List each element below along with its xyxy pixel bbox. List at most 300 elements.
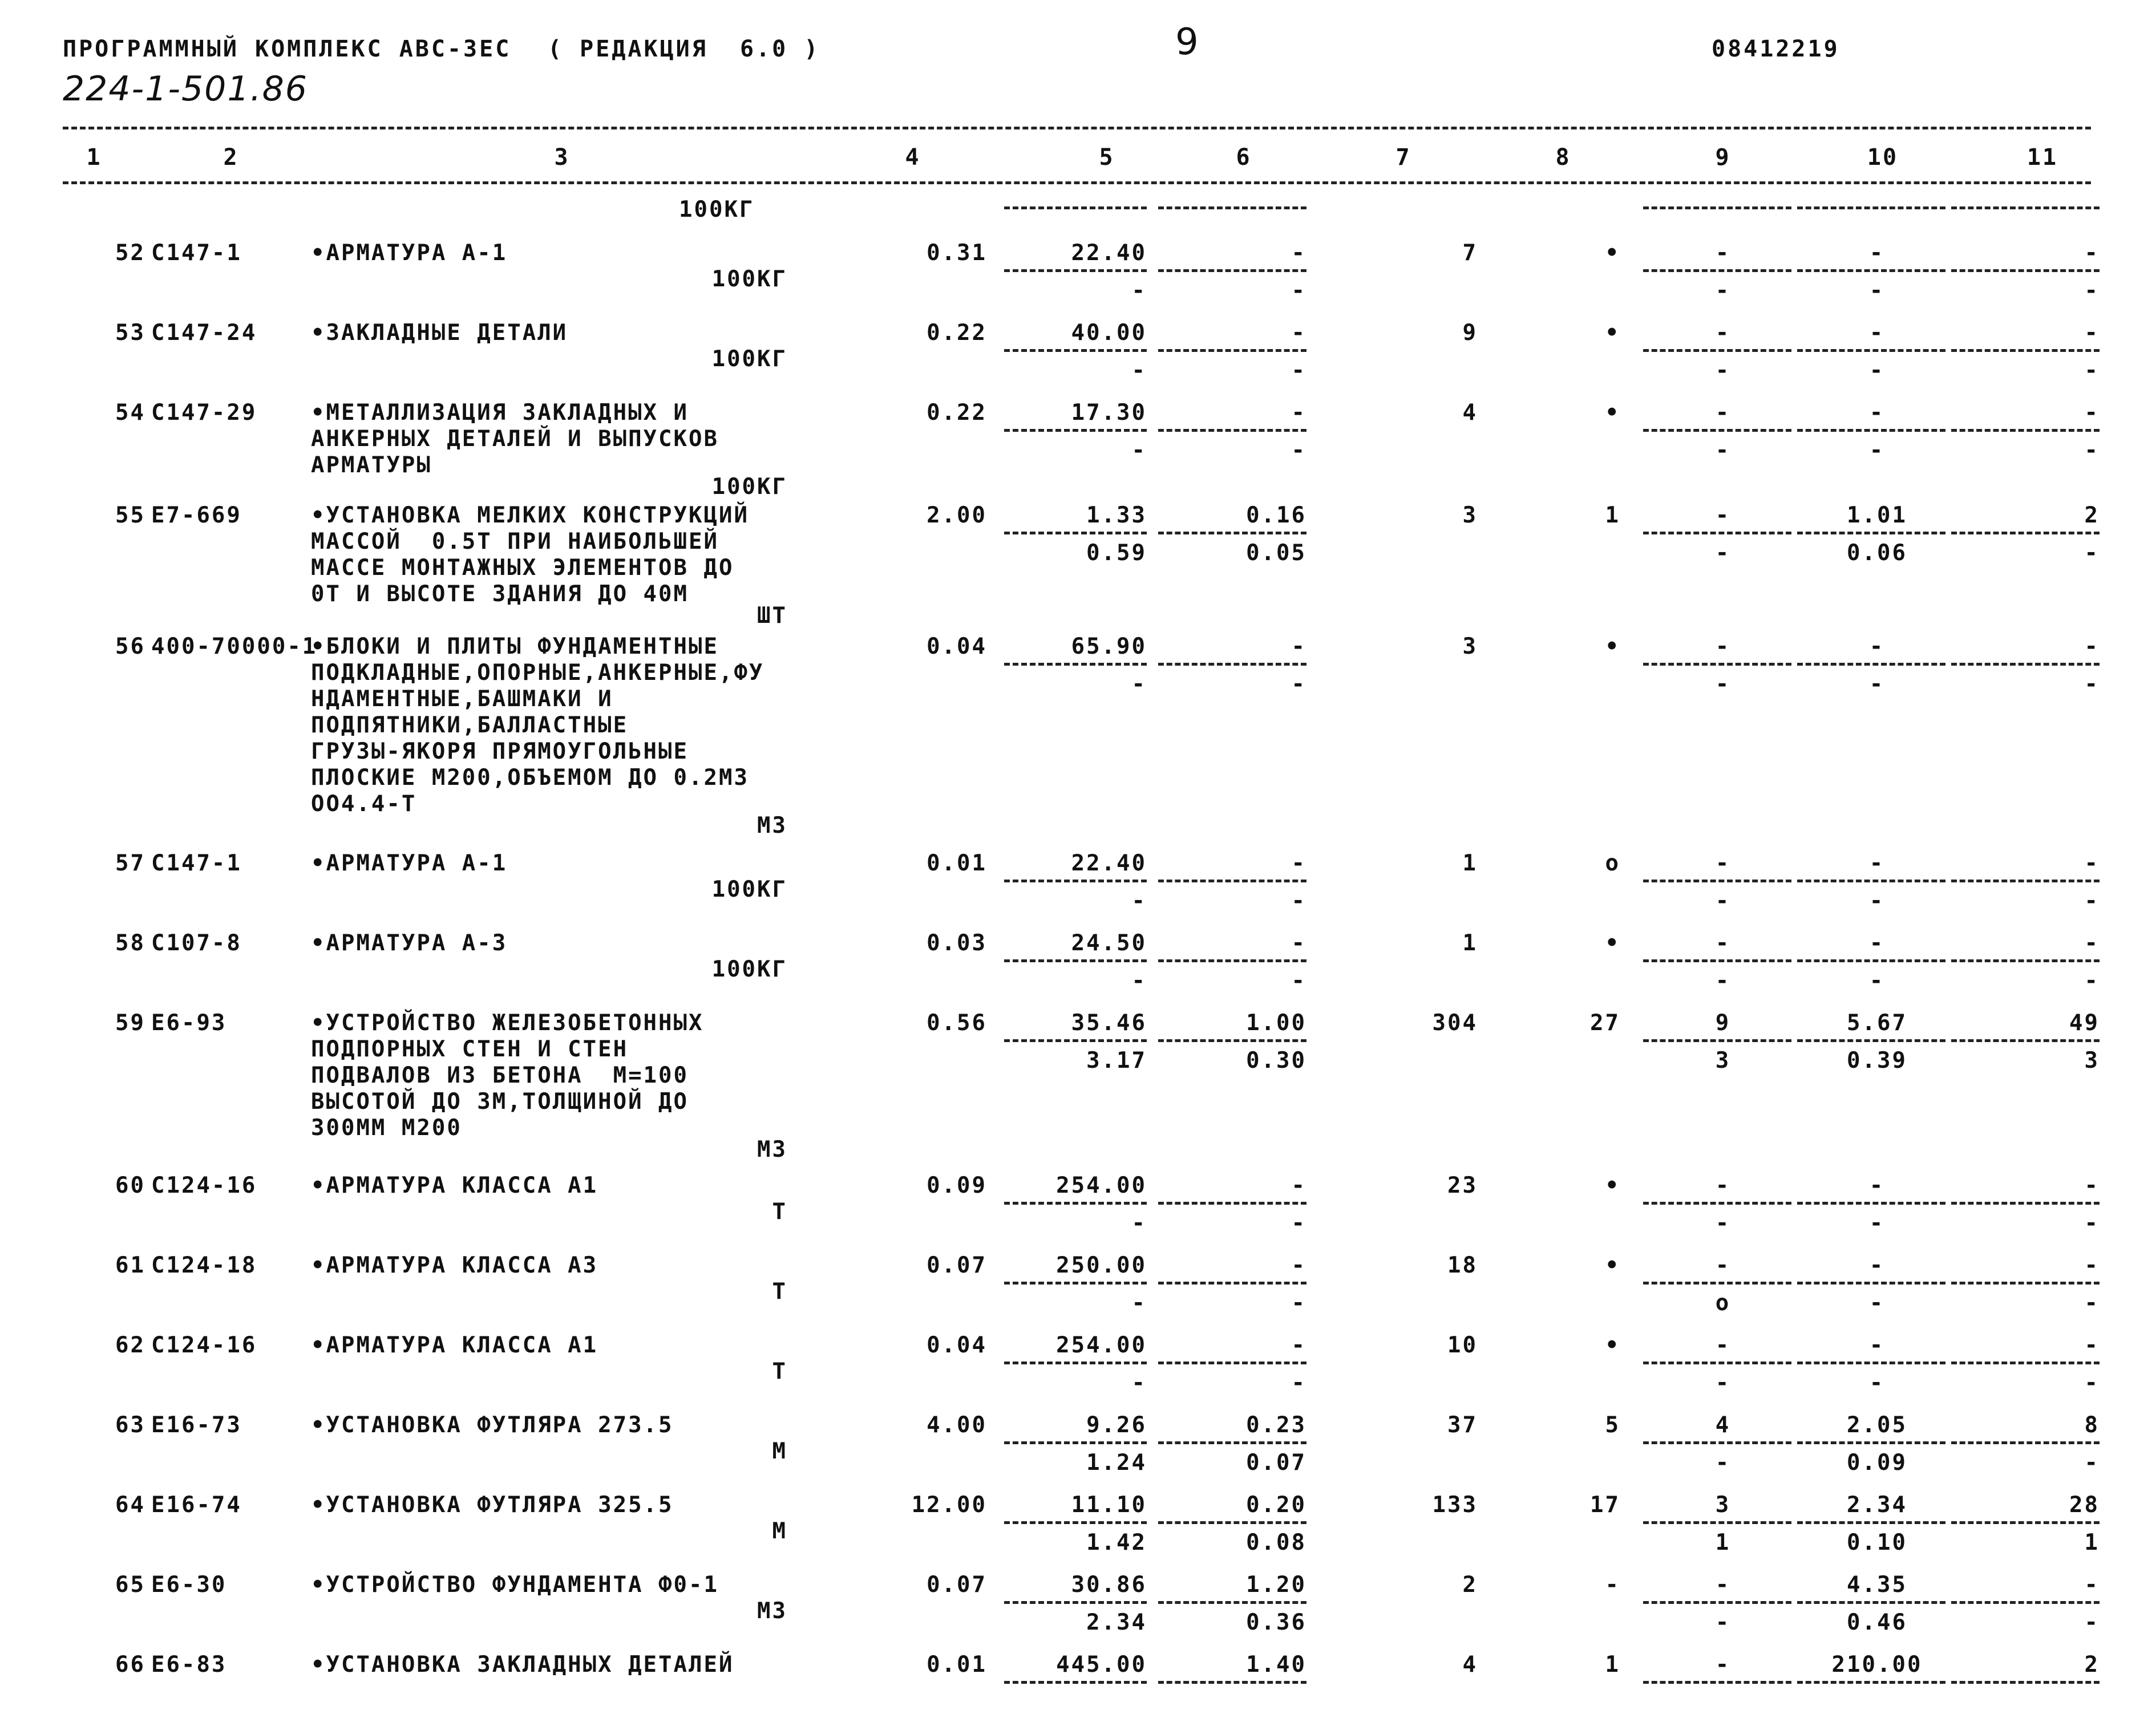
sub-value-b10: 0.46 [1847, 1610, 1907, 1635]
value-c10: - [1869, 1332, 1885, 1358]
value-c9: - [1715, 1572, 1731, 1598]
row-dash-c10 [1797, 1362, 1945, 1364]
row-dash-c6 [1158, 1441, 1306, 1444]
sub-value-b11: - [2084, 968, 2100, 994]
work-description-line: •АРМАТУРА КЛАССА А3 [311, 1253, 598, 1278]
row-dash-c9 [1643, 1521, 1791, 1524]
value-c11: - [2084, 1173, 2100, 1198]
unit-of-measure: Т [772, 1199, 787, 1225]
sub-value-b11: 3 [2084, 1048, 2100, 1073]
quantity: 0.31 [927, 240, 987, 266]
rate-code: Е16-74 [151, 1492, 242, 1518]
value-c10: - [1869, 1173, 1885, 1198]
work-description-line: •ЗАКЛАДНЫЕ ДЕТАЛИ [311, 320, 568, 346]
sub-value-b6: - [1291, 968, 1306, 994]
row-dash-c11 [1951, 1202, 2100, 1205]
row-dash-c6 [1158, 1282, 1306, 1285]
value-c11: - [2084, 240, 2100, 266]
edition-label: ( РЕДАКЦИЯ 6.0 ) [548, 36, 820, 62]
row-dash-c9 [1643, 1282, 1791, 1285]
quantity: 0.01 [927, 850, 987, 876]
sub-value-b5: 2.34 [1086, 1610, 1147, 1635]
value-c9: - [1715, 400, 1731, 426]
value-c6: 0.20 [1246, 1492, 1306, 1518]
sub-value-b10: 0.06 [1847, 540, 1907, 566]
unit-of-measure: М3 [757, 1137, 787, 1162]
value-c6: 1.00 [1246, 1010, 1306, 1036]
value-c10: 4.35 [1847, 1572, 1907, 1598]
value-c5: 65.90 [1071, 634, 1147, 659]
row-dash-c9 [1643, 1601, 1791, 1604]
sub-value-b10: - [1869, 437, 1885, 463]
value-c6: 0.23 [1246, 1412, 1306, 1438]
value-c10: 210.00 [1831, 1652, 1923, 1678]
rate-code: Е7-669 [151, 503, 242, 528]
value-c7: 37 [1447, 1412, 1478, 1438]
value-c8: 27 [1590, 1010, 1620, 1036]
row-number: 56 [115, 634, 145, 659]
value-c9: - [1715, 320, 1731, 346]
sub-value-b9: - [1715, 278, 1731, 303]
row-dash-c11 [1951, 1282, 2100, 1285]
value-c5: 9.26 [1086, 1412, 1147, 1438]
value-c6: - [1291, 1173, 1306, 1198]
quantity: 4.00 [927, 1412, 987, 1438]
row-number: 63 [115, 1412, 145, 1438]
value-c8: • [1605, 320, 1620, 346]
sub-value-b11: 1 [2084, 1530, 2100, 1555]
sub-value-b6: - [1291, 888, 1306, 914]
work-description-line: АНКЕРНЫХ ДЕТАЛЕЙ И ВЫПУСКОВ [311, 426, 719, 452]
work-description-line: ПОДПОРНЫХ СТЕН И СТЕН [311, 1036, 629, 1062]
value-c8: • [1605, 240, 1620, 266]
value-c8: о [1605, 850, 1620, 876]
rate-code: С147-29 [151, 400, 257, 426]
sub-value-b11: - [2084, 888, 2100, 914]
header-bottom-rule [63, 181, 2091, 184]
row-dash-c10 [1797, 1441, 1945, 1444]
sub-value-b6: 0.36 [1246, 1610, 1306, 1635]
unit-of-measure: 100КГ [711, 957, 787, 982]
column-number-3: 3 [554, 144, 570, 171]
row-dash-c6 [1158, 1202, 1306, 1205]
carry-dash-c9 [1643, 206, 1791, 209]
sub-value-b6: - [1291, 1290, 1306, 1316]
sub-value-b11: - [2084, 671, 2100, 697]
value-c6: - [1291, 240, 1306, 266]
work-description-line: •АРМАТУРА КЛАССА А1 [311, 1332, 598, 1358]
work-description-line: НДАМЕНТНЫЕ,БАШМАКИ И [311, 686, 613, 712]
value-c11: 2 [2084, 503, 2100, 528]
row-number: 60 [115, 1173, 145, 1198]
sub-value-b9: - [1715, 1610, 1731, 1635]
value-c5: 22.40 [1071, 850, 1147, 876]
row-dash-c5 [1004, 1039, 1147, 1042]
value-c5: 445.00 [1056, 1652, 1147, 1678]
column-number-7: 7 [1395, 144, 1411, 171]
row-dash-c11 [1951, 349, 2100, 352]
value-c5: 40.00 [1071, 320, 1147, 346]
value-c5: 17.30 [1071, 400, 1147, 426]
row-dash-c6 [1158, 349, 1306, 352]
sub-value-b6: - [1291, 437, 1306, 463]
value-c9: - [1715, 1173, 1731, 1198]
rate-code: Е6-83 [151, 1652, 227, 1678]
row-dash-c9 [1643, 429, 1791, 432]
row-dash-c5 [1004, 1681, 1147, 1684]
work-description-line: ГРУЗЫ-ЯКОРЯ ПРЯМОУГОЛЬНЫЕ [311, 739, 689, 764]
value-c6: - [1291, 930, 1306, 956]
row-number: 64 [115, 1492, 145, 1518]
rate-code: Е16-73 [151, 1412, 242, 1438]
column-number-5: 5 [1099, 144, 1115, 171]
value-c9: - [1715, 1332, 1731, 1358]
row-dash-c6 [1158, 1362, 1306, 1364]
unit-of-measure: 100КГ [711, 474, 787, 500]
unit-of-measure: М [772, 1439, 787, 1464]
value-c9: - [1715, 850, 1731, 876]
row-number: 52 [115, 240, 145, 266]
column-number-9: 9 [1715, 144, 1731, 171]
sub-value-b9: - [1715, 671, 1731, 697]
quantity: 0.07 [927, 1253, 987, 1278]
value-c10: - [1869, 930, 1885, 956]
value-c6: - [1291, 634, 1306, 659]
row-dash-c9 [1643, 1039, 1791, 1042]
sub-value-b5: - [1131, 1370, 1147, 1396]
value-c10: - [1869, 240, 1885, 266]
work-description-line: ПОДПЯТНИКИ,БАЛЛАСТНЫЕ [311, 712, 629, 738]
value-c6: - [1291, 320, 1306, 346]
sub-value-b9: о [1715, 1290, 1731, 1316]
row-number: 62 [115, 1332, 145, 1358]
column-number-8: 8 [1555, 144, 1571, 171]
value-c6: - [1291, 1253, 1306, 1278]
work-description-line: ВЫСОТОЙ ДО 3М,ТОЛЩИНОЙ ДО [311, 1089, 689, 1115]
work-description-line: •УСТРОЙСТВО ЖЕЛЕЗОБЕТОННЫХ [311, 1010, 704, 1036]
row-dash-c10 [1797, 1282, 1945, 1285]
unit-of-measure: 100КГ [711, 877, 787, 902]
rate-code: С107-8 [151, 930, 242, 956]
value-c9: - [1715, 930, 1731, 956]
row-dash-c10 [1797, 959, 1945, 962]
sub-value-b5: 3.17 [1086, 1048, 1147, 1073]
sub-value-b10: - [1869, 671, 1885, 697]
row-dash-c6 [1158, 880, 1306, 882]
work-description-line: •БЛОКИ И ПЛИТЫ ФУНДАМЕНТНЫЕ [311, 634, 719, 659]
value-c5: 35.46 [1071, 1010, 1147, 1036]
unit-of-measure: М3 [757, 1598, 787, 1624]
sub-value-b10: - [1869, 968, 1885, 994]
column-number-1: 1 [86, 144, 102, 171]
row-dash-c11 [1951, 1441, 2100, 1444]
sub-value-b6: - [1291, 671, 1306, 697]
rate-code: С147-24 [151, 320, 257, 346]
row-dash-c5 [1004, 1601, 1147, 1604]
unit-of-measure: Т [772, 1279, 787, 1304]
value-c9: 4 [1715, 1412, 1731, 1438]
value-c10: - [1869, 850, 1885, 876]
row-dash-c5 [1004, 349, 1147, 352]
value-c9: 3 [1715, 1492, 1731, 1518]
work-description-line: •УСТРОЙСТВО ФУНДАМЕНТА Ф0-1 [311, 1572, 719, 1598]
sub-value-b11: - [2084, 1290, 2100, 1316]
sub-value-b9: 1 [1715, 1530, 1731, 1555]
row-number: 58 [115, 930, 145, 956]
value-c7: 18 [1447, 1253, 1478, 1278]
row-dash-c9 [1643, 880, 1791, 882]
row-dash-c11 [1951, 1601, 2100, 1604]
row-dash-c9 [1643, 1681, 1791, 1684]
quantity: 0.22 [927, 320, 987, 346]
sub-value-b9: - [1715, 437, 1731, 463]
value-c7: 9 [1462, 320, 1478, 346]
value-c7: 2 [1462, 1572, 1478, 1598]
value-c11: - [2084, 930, 2100, 956]
rate-code: С147-1 [151, 850, 242, 876]
column-number-11: 11 [2026, 144, 2058, 171]
sub-value-b5: 1.24 [1086, 1450, 1147, 1476]
sub-value-b9: - [1715, 1450, 1731, 1476]
unit-of-measure: М [772, 1518, 787, 1544]
value-c7: 1 [1462, 930, 1478, 956]
unit-of-measure: ШТ [757, 603, 787, 629]
row-dash-c5 [1004, 429, 1147, 432]
row-dash-c11 [1951, 959, 2100, 962]
row-dash-c10 [1797, 269, 1945, 272]
sub-value-b6: 0.08 [1246, 1530, 1306, 1555]
work-description-line: МАССЕ МОНТАЖНЫХ ЭЛЕМЕНТОВ ДО [311, 555, 734, 581]
value-c7: 3 [1462, 503, 1478, 528]
row-dash-c11 [1951, 1681, 2100, 1684]
sub-value-b5: - [1131, 968, 1147, 994]
row-dash-c5 [1004, 1441, 1147, 1444]
value-c11: - [2084, 634, 2100, 659]
sub-value-b5: 0.59 [1086, 540, 1147, 566]
value-c11: - [2084, 1253, 2100, 1278]
value-c7: 1 [1462, 850, 1478, 876]
value-c11: - [2084, 400, 2100, 426]
quantity: 0.03 [927, 930, 987, 956]
row-dash-c6 [1158, 1521, 1306, 1524]
sub-value-b10: - [1869, 358, 1885, 383]
row-dash-c11 [1951, 532, 2100, 534]
value-c11: 49 [2069, 1010, 2100, 1036]
sub-value-b11: - [2084, 1210, 2100, 1236]
value-c7: 4 [1462, 400, 1478, 426]
sub-value-b10: - [1869, 278, 1885, 303]
value-c9: - [1715, 634, 1731, 659]
value-c8: 1 [1605, 1652, 1620, 1678]
sub-value-b6: 0.07 [1246, 1450, 1306, 1476]
value-c11: 8 [2084, 1412, 2100, 1438]
sub-value-b10: - [1869, 888, 1885, 914]
row-dash-c5 [1004, 269, 1147, 272]
sub-value-b11: - [2084, 1450, 2100, 1476]
row-dash-c11 [1951, 880, 2100, 882]
value-c7: 23 [1447, 1173, 1478, 1198]
value-c7: 3 [1462, 634, 1478, 659]
page-number: 9 [1175, 21, 1200, 63]
row-dash-c5 [1004, 532, 1147, 534]
unit-of-measure: М3 [757, 813, 787, 838]
work-description-line: •АРМАТУРА А-1 [311, 850, 508, 876]
sub-value-b9: - [1715, 1210, 1731, 1236]
sub-value-b10: - [1869, 1210, 1885, 1236]
carry-dash-c6 [1158, 206, 1306, 209]
row-dash-c10 [1797, 1202, 1945, 1205]
carry-dash-c11 [1951, 206, 2100, 209]
value-c10: - [1869, 320, 1885, 346]
unit-of-measure: Т [772, 1359, 787, 1384]
row-number: 55 [115, 503, 145, 528]
work-description-line: 300ММ М200 [311, 1115, 462, 1141]
value-c10: - [1869, 1253, 1885, 1278]
value-c11: - [2084, 1572, 2100, 1598]
sub-value-b10: - [1869, 1290, 1885, 1316]
sub-value-b9: - [1715, 1370, 1731, 1396]
value-c8: • [1605, 400, 1620, 426]
sub-value-b5: - [1131, 888, 1147, 914]
value-c7: 7 [1462, 240, 1478, 266]
value-c10: - [1869, 634, 1885, 659]
sub-value-b6: - [1291, 1210, 1306, 1236]
row-dash-c9 [1643, 532, 1791, 534]
sub-value-b5: 1.42 [1086, 1530, 1147, 1555]
work-description-line: •УСТАНОВКА ЗАКЛАДНЫХ ДЕТАЛЕЙ [311, 1652, 734, 1678]
rate-code: Е6-93 [151, 1010, 227, 1036]
sub-value-b11: - [2084, 1610, 2100, 1635]
column-number-6: 6 [1236, 144, 1252, 171]
value-c8: 1 [1605, 503, 1620, 528]
row-dash-c6 [1158, 1681, 1306, 1684]
value-c7: 4 [1462, 1652, 1478, 1678]
quantity: 0.22 [927, 400, 987, 426]
work-description-line: ПОДВАЛОВ ИЗ БЕТОНА М=100 [311, 1063, 689, 1088]
row-dash-c9 [1643, 663, 1791, 666]
value-c9: - [1715, 503, 1731, 528]
row-dash-c5 [1004, 1282, 1147, 1285]
quantity: 0.09 [927, 1173, 987, 1198]
value-c5: 250.00 [1056, 1253, 1147, 1278]
row-number: 59 [115, 1010, 145, 1036]
row-dash-c11 [1951, 1521, 2100, 1524]
value-c9: - [1715, 1253, 1731, 1278]
work-description-line: ПЛОСКИЕ М200,ОБЪЕМОМ ДО 0.2М3 [311, 765, 749, 791]
row-dash-c9 [1643, 1202, 1791, 1205]
value-c8: • [1605, 1332, 1620, 1358]
column-number-10: 10 [1867, 144, 1899, 171]
value-c5: 22.40 [1071, 240, 1147, 266]
value-c11: - [2084, 1332, 2100, 1358]
row-number: 53 [115, 320, 145, 346]
row-dash-c6 [1158, 429, 1306, 432]
sub-value-b5: - [1131, 1210, 1147, 1236]
value-c10: - [1869, 400, 1885, 426]
value-c8: • [1605, 1173, 1620, 1198]
value-c7: 133 [1432, 1492, 1478, 1518]
value-c5: 11.10 [1071, 1492, 1147, 1518]
value-c6: - [1291, 400, 1306, 426]
sub-value-b10: 0.09 [1847, 1450, 1907, 1476]
program-title: ПРОГРАММНЫЙ КОМПЛЕКС АВС-ЗЕС [63, 36, 512, 62]
row-dash-c10 [1797, 429, 1945, 432]
value-c5: 1.33 [1086, 503, 1147, 528]
value-c9: - [1715, 240, 1731, 266]
column-number-2: 2 [223, 144, 239, 171]
value-c6: 0.16 [1246, 503, 1306, 528]
row-dash-c10 [1797, 349, 1945, 352]
row-dash-c11 [1951, 1362, 2100, 1364]
row-dash-c5 [1004, 1202, 1147, 1205]
unit-of-measure: 100КГ [711, 266, 787, 292]
work-description-line: •УСТАНОВКА ФУТЛЯРА 325.5 [311, 1492, 674, 1518]
row-dash-c10 [1797, 663, 1945, 666]
row-dash-c9 [1643, 959, 1791, 962]
sub-value-b9: - [1715, 968, 1731, 994]
sub-value-b10: 0.39 [1847, 1048, 1907, 1073]
rate-code: С124-18 [151, 1253, 257, 1278]
quantity: 0.04 [927, 634, 987, 659]
sub-value-b6: 0.05 [1246, 540, 1306, 566]
value-c6: - [1291, 850, 1306, 876]
drawing-code: 224-1-501.86 [63, 69, 308, 109]
row-dash-c11 [1951, 663, 2100, 666]
sub-value-b9: 3 [1715, 1048, 1731, 1073]
value-c8: - [1605, 1572, 1620, 1598]
carry-over-unit: 100КГ [679, 197, 755, 222]
work-description-line: •АРМАТУРА А-3 [311, 930, 508, 956]
row-dash-c11 [1951, 429, 2100, 432]
value-c8: • [1605, 930, 1620, 956]
row-number: 61 [115, 1253, 145, 1278]
sub-value-b5: - [1131, 1290, 1147, 1316]
value-c9: 9 [1715, 1010, 1731, 1036]
quantity: 0.04 [927, 1332, 987, 1358]
sub-value-b11: - [2084, 1370, 2100, 1396]
quantity: 2.00 [927, 503, 987, 528]
sub-value-b5: - [1131, 671, 1147, 697]
row-dash-c5 [1004, 1362, 1147, 1364]
sub-value-b6: 0.30 [1246, 1048, 1306, 1073]
sub-value-b10: - [1869, 1370, 1885, 1396]
row-dash-c6 [1158, 1039, 1306, 1042]
value-c6: 1.20 [1246, 1572, 1306, 1598]
row-dash-c11 [1951, 1039, 2100, 1042]
value-c6: 1.40 [1246, 1652, 1306, 1678]
row-dash-c5 [1004, 880, 1147, 882]
row-dash-c6 [1158, 269, 1306, 272]
sub-value-b9: - [1715, 888, 1731, 914]
rate-code: С124-16 [151, 1173, 257, 1198]
quantity: 0.56 [927, 1010, 987, 1036]
value-c7: 304 [1432, 1010, 1478, 1036]
sub-value-b9: - [1715, 540, 1731, 566]
work-description-line: АРМАТУРЫ [311, 452, 432, 478]
value-c10: 5.67 [1847, 1010, 1907, 1036]
document-code: 08412219 [1712, 36, 1840, 62]
value-c5: 254.00 [1056, 1332, 1147, 1358]
quantity: 0.07 [927, 1572, 987, 1598]
value-c11: 2 [2084, 1652, 2100, 1678]
row-number: 65 [115, 1572, 145, 1598]
sub-value-b5: - [1131, 278, 1147, 303]
value-c5: 30.86 [1071, 1572, 1147, 1598]
sub-value-b11: - [2084, 278, 2100, 303]
work-description-line: •АРМАТУРА КЛАССА А1 [311, 1173, 598, 1198]
value-c10: 1.01 [1847, 503, 1907, 528]
rate-code: С147-1 [151, 240, 242, 266]
